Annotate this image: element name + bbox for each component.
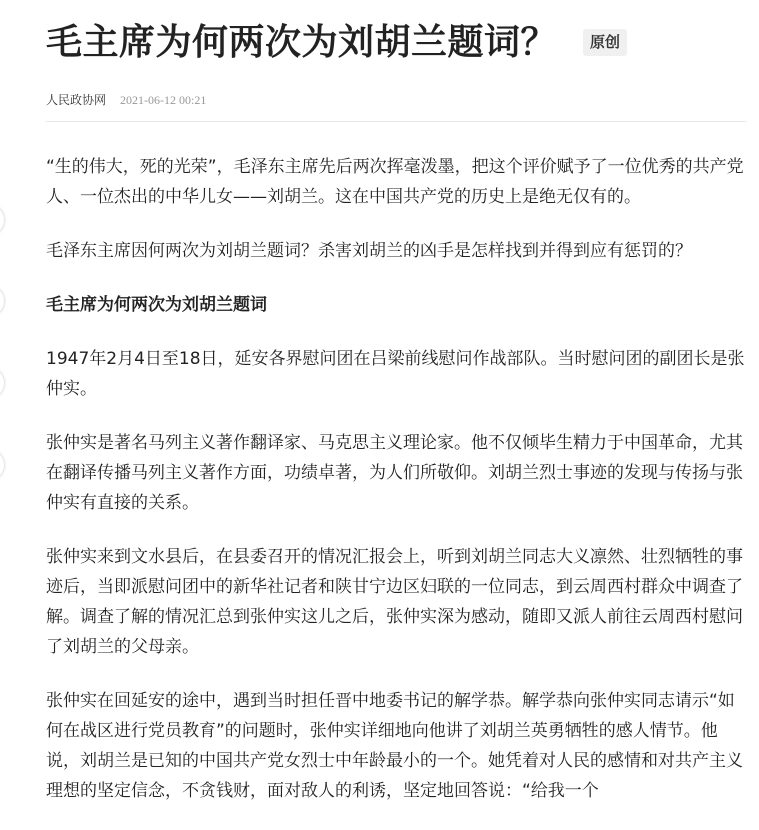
article-title: 毛主席为何两次为刘胡兰题词？ — [46, 22, 558, 63]
paragraph: 张仲实是著名马列主义著作翻译家、马克思主义理论家。他不仅倾毕生精力于中国革命，尤其在翻译传播马列主义著作方面，功绩卓著，为人们所敬仰。刘胡兰烈士事迹的发现与传扬与张仲实有直接的关系。 — [46, 433, 743, 513]
paragraph: 毛泽东主席因何两次为刘胡兰题词？杀害刘胡兰的凶手是怎样找到并得到应有惩罚的？ — [46, 241, 692, 261]
side-share-button-2[interactable] — [0, 286, 4, 316]
paragraph: 1947年2月4日至18日，延安各界慰问团在吕梁前线慰问作战部队。当时慰问团的副团长是张仲实。 — [46, 349, 745, 399]
article-meta — [46, 91, 206, 109]
title-row — [46, 20, 746, 70]
original-badge: 原创 — [583, 29, 627, 56]
publish-time: 2021-06-12 00:21 — [120, 93, 207, 107]
paragraph: 张仲实来到文水县后，在县委召开的情况汇报会上，听到刘胡兰同志大义凛然、壮烈牺牲的事迹后，当即派慰问团中的新华社记者和陕甘宁边区妇联的一位同志，到云周西村群众中调查了解。调查了解的情况汇总到张仲实这儿之后，张仲实深为感动，随即又派人前往云周西村慰问了刘胡兰的父母亲。 — [46, 547, 743, 657]
paragraph: “生的伟大，死的光荣”，毛泽东主席先后两次挥毫泼墨，把这个评价赋予了一位优秀的共产党人、一位杰出的中华儿女——刘胡兰。这在中国共产党的历史上是绝无仅有的。 — [46, 157, 744, 207]
header-divider — [46, 121, 746, 122]
article-body — [46, 152, 746, 830]
paragraph: 张仲实在回延安的途中，遇到当时担任晋中地委书记的解学恭。解学恭向张仲实同志请示“如何在战区进行党员教育”的问题时，张仲实详细地向他讲了刘胡兰英勇牺牲的感人情节。他说，刘胡兰是已知的中国共产党女烈士中年龄最小的一个。她凭着对人民的感情和对共产主义理想的坚定信念，不贪钱财，面对敌人的利诱，坚定地回答说：“给我一个 — [46, 691, 743, 801]
section-heading: 毛主席为何两次为刘胡兰题词 — [46, 295, 267, 315]
source-link[interactable]: 人民政协网 — [46, 93, 107, 107]
side-share-button-3[interactable] — [0, 368, 4, 398]
side-share-button-1[interactable] — [0, 205, 4, 235]
side-share-button-4[interactable] — [0, 450, 4, 480]
